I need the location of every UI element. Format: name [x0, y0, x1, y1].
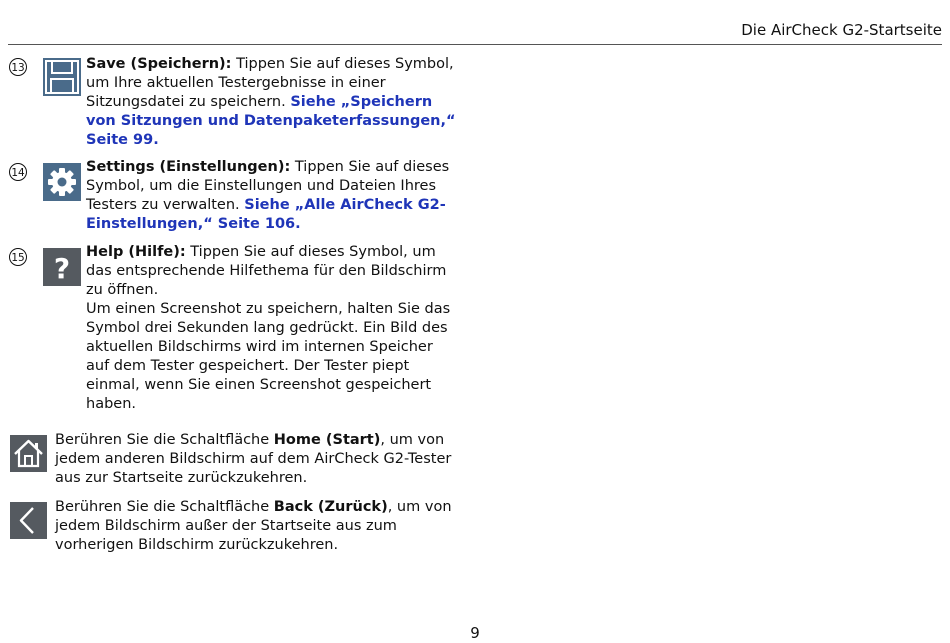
button-text-pre: Berühren Sie die Schaltfläche: [55, 432, 274, 448]
button-description: [55, 431, 465, 488]
item-description: [86, 55, 458, 150]
item-term: Help (Hilfe):: [86, 244, 186, 260]
legend-item-help: [0, 244, 470, 419]
callout-number: 13: [9, 58, 27, 76]
page-reference-link[interactable]: Siehe „Alle AirCheck G2-Einstellungen,“ Seite 106.: [86, 197, 446, 232]
header-divider: [8, 44, 942, 45]
button-text-post: , um von jedem Bildschirm außer der Startseite aus zum vorherigen Bildschirm zurückzukehren.: [55, 499, 452, 553]
back-icon: [10, 502, 47, 539]
item-term: Save (Speichern):: [86, 56, 232, 72]
button-term: Home (Start): [273, 432, 381, 448]
home-icon: [10, 435, 47, 472]
item-body: Tippen Sie auf dieses Symbol, um die Einstellungen und Dateien Ihres Testers zu verwalten.: [86, 159, 450, 213]
svg-text:?: ?: [53, 252, 71, 285]
button-text-post: , um von jedem anderen Bildschirm auf dem AirCheck G2-Tester aus zur Startseite zurückzukehren.: [55, 432, 452, 486]
help-icon: [43, 248, 81, 286]
legend-item-save: [0, 57, 470, 152]
item-term: Settings (Einstellungen):: [86, 159, 291, 175]
legend-item-back: [0, 501, 470, 561]
item-body: Tippen Sie auf dieses Symbol, um Ihre aktuellen Testergebnisse in einer Sitzungsdatei zu speichern.: [86, 56, 454, 110]
item-body: Tippen Sie auf dieses Symbol, um das entsprechende Hilfethema für den Bildschirm zu öffnen.: [86, 244, 447, 298]
button-term: Back (Zurück): [273, 499, 388, 515]
page-number: 9: [470, 624, 480, 642]
callout-number: 14: [9, 163, 27, 181]
button-description: [55, 498, 465, 555]
item-description: [86, 158, 458, 234]
save-icon: [43, 58, 81, 96]
gear-icon: [43, 163, 81, 201]
legend-item-settings: [0, 159, 470, 240]
page-header-title: Die AirCheck G2-Startseite: [741, 21, 942, 39]
page-reference-link[interactable]: Siehe „Speichern von Sitzungen und Datenpaketerfassungen,“ Seite 99.: [86, 94, 456, 148]
item-description: [86, 243, 458, 414]
button-text-pre: Berühren Sie die Schaltfläche: [55, 499, 274, 515]
callout-number: 15: [9, 248, 27, 266]
item-body-extra: Um einen Screenshot zu speichern, halten Sie das Symbol drei Sekunden lang gedrückt. Ein Bild des aktuellen Bildschirms wird im internen Speicher auf dem Tester gespeichert. Der Tester piept einmal, wenn Sie einen Screenshot gespeichert haben.: [86, 301, 451, 412]
legend-item-home: [0, 434, 470, 494]
